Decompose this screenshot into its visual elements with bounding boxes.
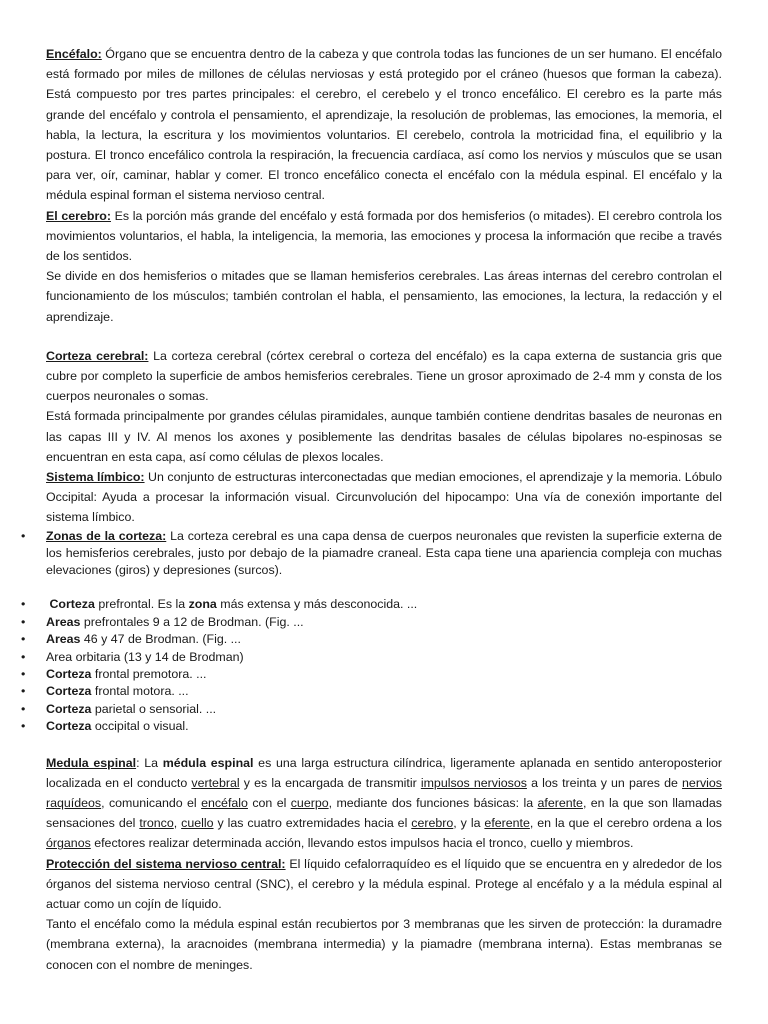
list-item: • Area orbitaria (13 y 14 de Brodman) bbox=[46, 649, 722, 666]
paragraph-encefalo bbox=[46, 44, 722, 206]
text-corteza: La corteza cerebral (córtex cerebral o corteza del encéfalo) es la capa externa de sustancia gris que cubre por completo la superficie de ambos hemisferios cerebrales. Tiene un grosor aproximado de 2-4 mm y consta de los cuerpos neuronales o somas. bbox=[46, 348, 722, 404]
list-item: • Corteza prefrontal. Es la zona más extensa y más desconocida. ... bbox=[46, 596, 722, 613]
link-eferente[interactable]: eferente bbox=[484, 816, 530, 831]
text-cerebro: Es la porción más grande del encéfalo y está formada por dos hemisferios (o mitades). El cerebro controla los movimientos voluntarios, el habla, la inteligencia, la memoria, las emociones y procesa la información que recibe a través de los sentidos. bbox=[46, 208, 723, 264]
link-cerebro[interactable]: cerebro bbox=[411, 816, 454, 831]
text-encefalo: Órgano que se encuentra dentro de la cabeza y que controla todas las funciones de un ser humano. El encéfalo está formado por miles de millones de células nerviosas y está protegido por el cráneo (huesos que forman la cabeza). Está compuesto por tres partes principales: el cerebro, el cerebelo y el tronco encefálico. El cerebro es la parte más grande del encéfalo y controla el pensamiento, el aprendizaje, la resolución de problemas, las emociones, la memoria, el habla, la lectura, la escritura y los movimientos voluntarios. El cerebelo, controla la motricidad fina, el equilibrio y la postura. El tronco encefálico controla la respiración, la frecuencia cardíaca, así como los nervios y músculos que se usan para ver, oír, caminar, hablar y comer. El tronco encefálico conecta el encéfalo con la médula espinal. El encéfalo y la médula espinal forman el sistema nervioso central. bbox=[46, 47, 722, 203]
heading-cerebro: El cerebro: bbox=[46, 208, 111, 223]
spacer bbox=[46, 736, 722, 753]
text-proteccion: El líquido cefalorraquídeo es el líquido que se encuentra en y alrededor de los órganos del sistema nervioso central (SNC), el cerebro y la médula espinal. Protege al encéfalo y a la médula espinal al actuar como un cojín de líquido. bbox=[46, 856, 722, 911]
paragraph-limbico bbox=[46, 467, 722, 528]
heading-encefalo: Encéfalo: bbox=[46, 47, 102, 61]
list-item: • Areas prefrontales 9 a 12 de Brodman. (Fig. ... bbox=[46, 614, 722, 631]
heading-zonas: Zonas de la corteza: bbox=[46, 528, 167, 543]
heading-limbico: Sistema límbico: bbox=[46, 470, 145, 485]
link-cuello[interactable]: cuello bbox=[181, 816, 214, 831]
heading-proteccion: Protección del sistema nervioso central: bbox=[46, 856, 286, 871]
paragraph-proteccion bbox=[46, 854, 722, 915]
link-tronco[interactable]: tronco bbox=[139, 816, 174, 831]
spacer bbox=[46, 579, 722, 596]
spacer bbox=[46, 327, 722, 346]
link-organos[interactable]: órganos bbox=[46, 836, 91, 851]
heading-medula: Medula espinal bbox=[46, 755, 137, 770]
list-item: • Areas 46 y 47 de Brodman. (Fig. ... bbox=[46, 631, 722, 648]
heading-corteza: Corteza cerebral: bbox=[46, 348, 149, 363]
list-item: • Corteza occipital o visual. bbox=[46, 718, 722, 735]
link-aferente[interactable]: aferente bbox=[537, 795, 583, 810]
link-vertebral[interactable]: vertebral bbox=[191, 775, 240, 790]
link-impulsos-nerviosos[interactable]: impulsos nerviosos bbox=[420, 775, 527, 790]
list-item: • Corteza frontal premotora. ... bbox=[46, 666, 722, 683]
paragraph-proteccion-2: Tanto el encéfalo como la médula espinal están recubiertos por 3 membranas que les sirven de protección: la duramadre (membrana externa), la aracnoides (membrana intermedia) y la piamadre (membrana interna). Estas membranas se conocen con el nombre de meninges. bbox=[46, 917, 722, 972]
link-nervios-raquideos[interactable]: nervios raquídeos bbox=[46, 775, 722, 810]
corteza-zones-list bbox=[46, 596, 722, 735]
link-encefalo[interactable]: encéfalo bbox=[201, 795, 248, 810]
link-cuerpo[interactable]: cuerpo bbox=[290, 795, 329, 810]
text-limbico: Un conjunto de estructuras interconectadas que median emociones, el aprendizaje y la memoria. Lóbulo Occipital: Ayuda a procesar la información visual. Circunvolución del hipocampo: Una vía de conexión importante del sistema límbico. bbox=[46, 470, 723, 525]
paragraph-cerebro-2: Se divide en dos hemisferios o mitades que se llaman hemisferios cerebrales. Las áreas internas del cerebro controlan el funcionamiento de los músculos; también controlan el habla, el pensamiento, las emociones, la lectura, la redacción y el aprendizaje. bbox=[46, 269, 722, 324]
list-item: • Corteza frontal motora. ... bbox=[46, 683, 722, 700]
paragraph-medula: Medula espinal: La médula espinal es una larga estructura cilíndrica, ligeramente aplanada en sentido anteroposterior localizada en el conducto vertebral y es la encargada de transmitir impulsos nerviosos a los treinta y un pares de nervios raquídeos, comunicando el encéfalo con el cuerpo, mediante dos funciones básicas: la aferente, en la que son llamadas sensaciones del tronco, cuello y las cuatro extremidades hacia el cerebro, y la eferente, en la que el cerebro ordena a los órganos efectores realizar determinada acción, llevando estos impulsos hacia el tronco, cuello y miembros. bbox=[46, 755, 722, 851]
list-item: • Corteza parietal o sensorial. ... bbox=[46, 701, 722, 718]
paragraph-corteza bbox=[46, 346, 722, 407]
paragraph-cerebro bbox=[46, 206, 722, 267]
paragraph-zonas bbox=[46, 528, 722, 580]
paragraph-corteza-2: Está formada principalmente por grandes células piramidales, aunque también contiene dendritas basales de neuronas en las capas III y IV. Al menos los axones y posiblemente las dendritas basales de células bipolares no-espinosas se encuentran en esta capa, así como células de plexos locales. bbox=[46, 409, 722, 464]
text-zonas: La corteza cerebral es una capa densa de cuerpos neuronales que revisten la superficie externa de los hemisferios cerebrales, justo por debajo de la piamadre craneal. Esta capa tiene una apariencia compleja con muchas elevaciones (giros) y depresiones (surcos). bbox=[46, 528, 722, 578]
